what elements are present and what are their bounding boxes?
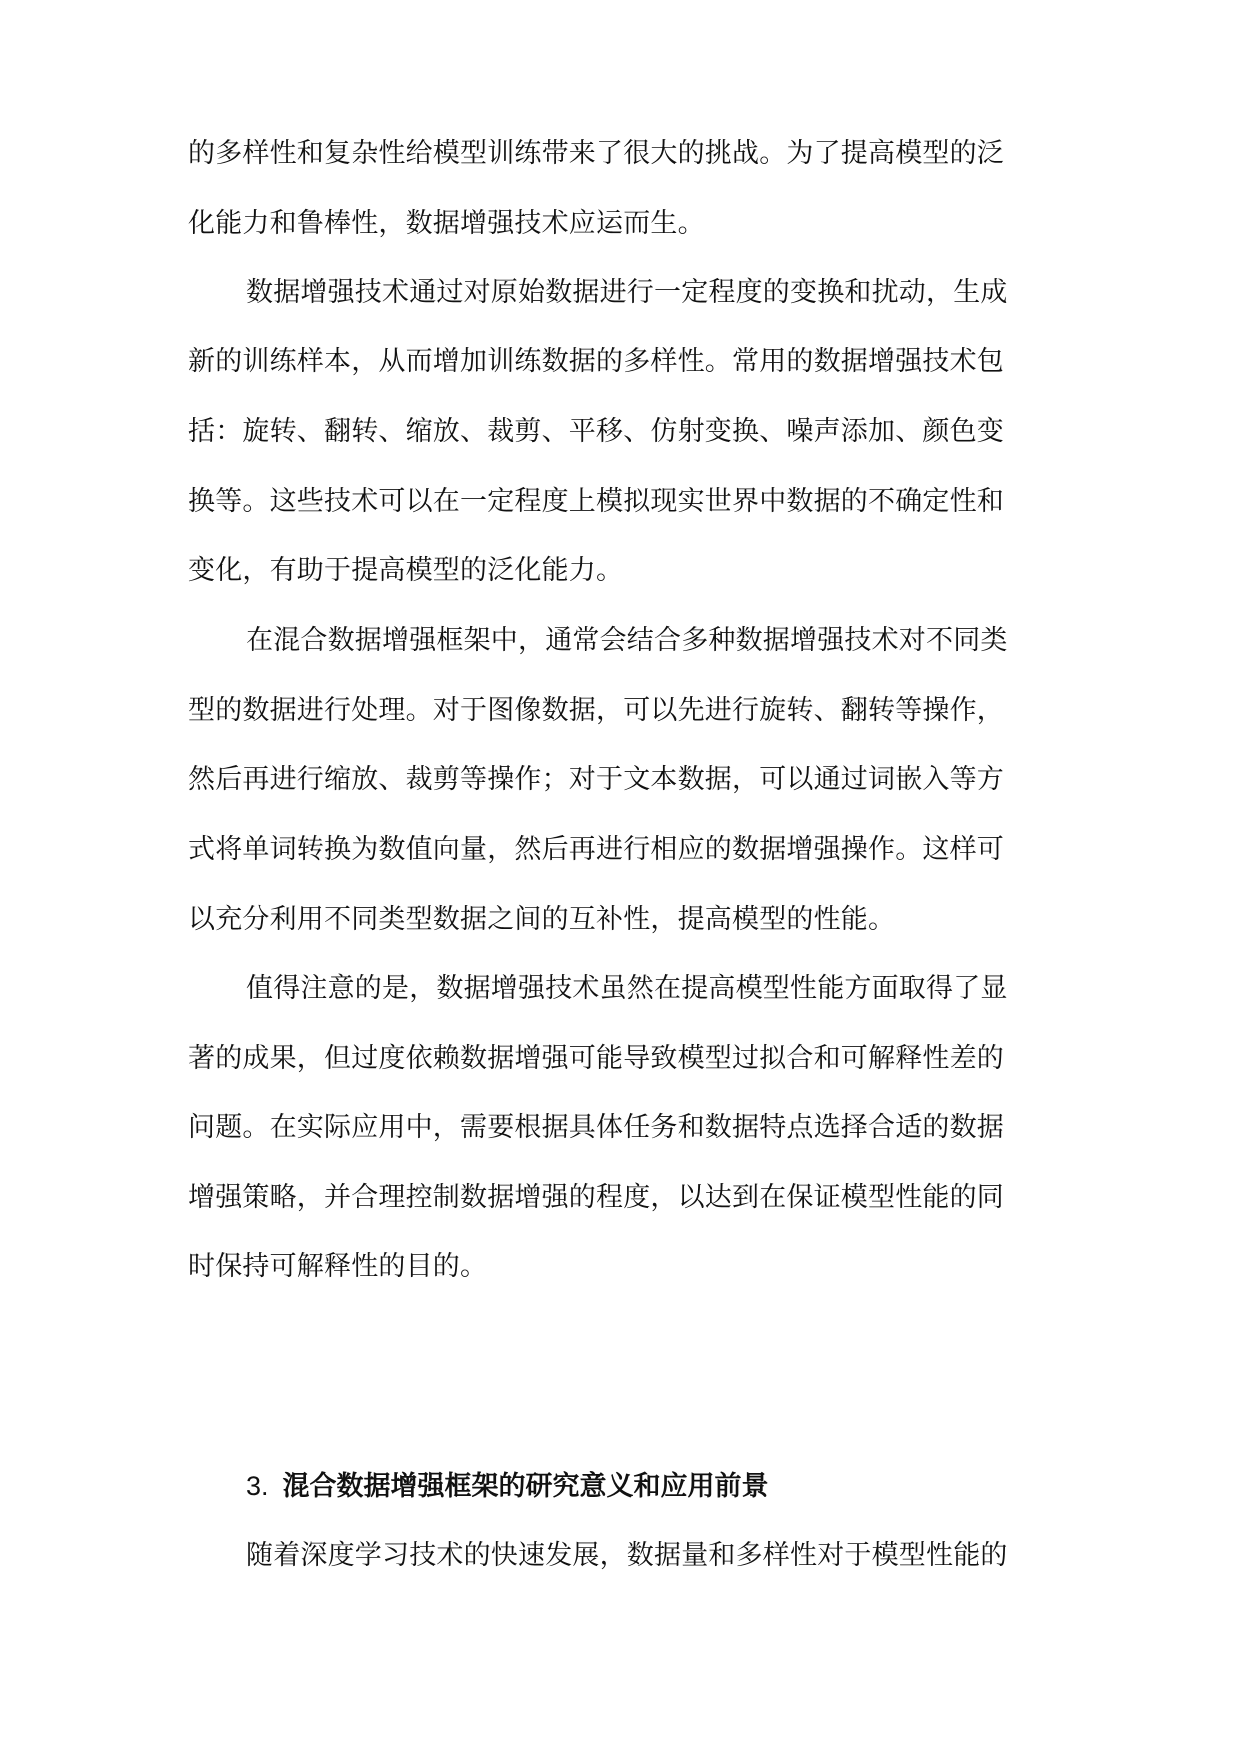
paragraph-4-line-2: 著的成果，但过度依赖数据增强可能导致模型过拟合和可解释性差的	[188, 1043, 1004, 1074]
paragraph-1-line-2: 化能力和鲁棒性，数据增强技术应运而生。	[188, 208, 705, 239]
paragraph-5-line-1: 随着深度学习技术的快速发展，数据量和多样性对于模型性能的	[246, 1540, 1008, 1571]
paragraph-3-line-2: 型的数据进行处理。对于图像数据，可以先进行旋转、翻转等操作，	[188, 695, 1004, 726]
section-number: 3.	[246, 1471, 269, 1501]
section-heading	[246, 1462, 769, 1510]
paragraph-2-line-5: 变化，有助于提高模型的泛化能力。	[188, 555, 624, 586]
paragraph-4-line-1: 值得注意的是，数据增强技术虽然在提高模型性能方面取得了显	[246, 973, 1008, 1004]
paragraph-4-line-4: 增强策略，并合理控制数据增强的程度，以达到在保证模型性能的同	[188, 1182, 1004, 1213]
document-page	[188, 0, 1056, 1754]
paragraph-1-line-1: 的多样性和复杂性给模型训练带来了很大的挑战。为了提高模型的泛	[188, 138, 1004, 169]
paragraph-3-line-5: 以充分利用不同类型数据之间的互补性，提高模型的性能。	[188, 904, 896, 935]
paragraph-2-line-2: 新的训练样本，从而增加训练数据的多样性。常用的数据增强技术包	[188, 346, 1004, 377]
paragraph-3-line-4: 式将单词转换为数值向量，然后再进行相应的数据增强操作。这样可	[188, 834, 1004, 865]
paragraph-4-line-3: 问题。在实际应用中，需要根据具体任务和数据特点选择合适的数据	[188, 1112, 1004, 1143]
paragraph-2-line-4: 换等。这些技术可以在一定程度上模拟现实世界中数据的不确定性和	[188, 486, 1004, 517]
section-title: 混合数据增强框架的研究意义和应用前景	[282, 1471, 769, 1502]
paragraph-3-line-1: 在混合数据增强框架中，通常会结合多种数据增强技术对不同类	[246, 625, 1008, 656]
paragraph-3-line-3: 然后再进行缩放、裁剪等操作；对于文本数据，可以通过词嵌入等方	[188, 764, 1004, 795]
paragraph-2-line-3: 括：旋转、翻转、缩放、裁剪、平移、仿射变换、噪声添加、颜色变	[188, 416, 1004, 447]
paragraph-4-line-5: 时保持可解释性的目的。	[188, 1251, 488, 1282]
paragraph-2-line-1: 数据增强技术通过对原始数据进行一定程度的变换和扰动，生成	[246, 277, 1008, 308]
